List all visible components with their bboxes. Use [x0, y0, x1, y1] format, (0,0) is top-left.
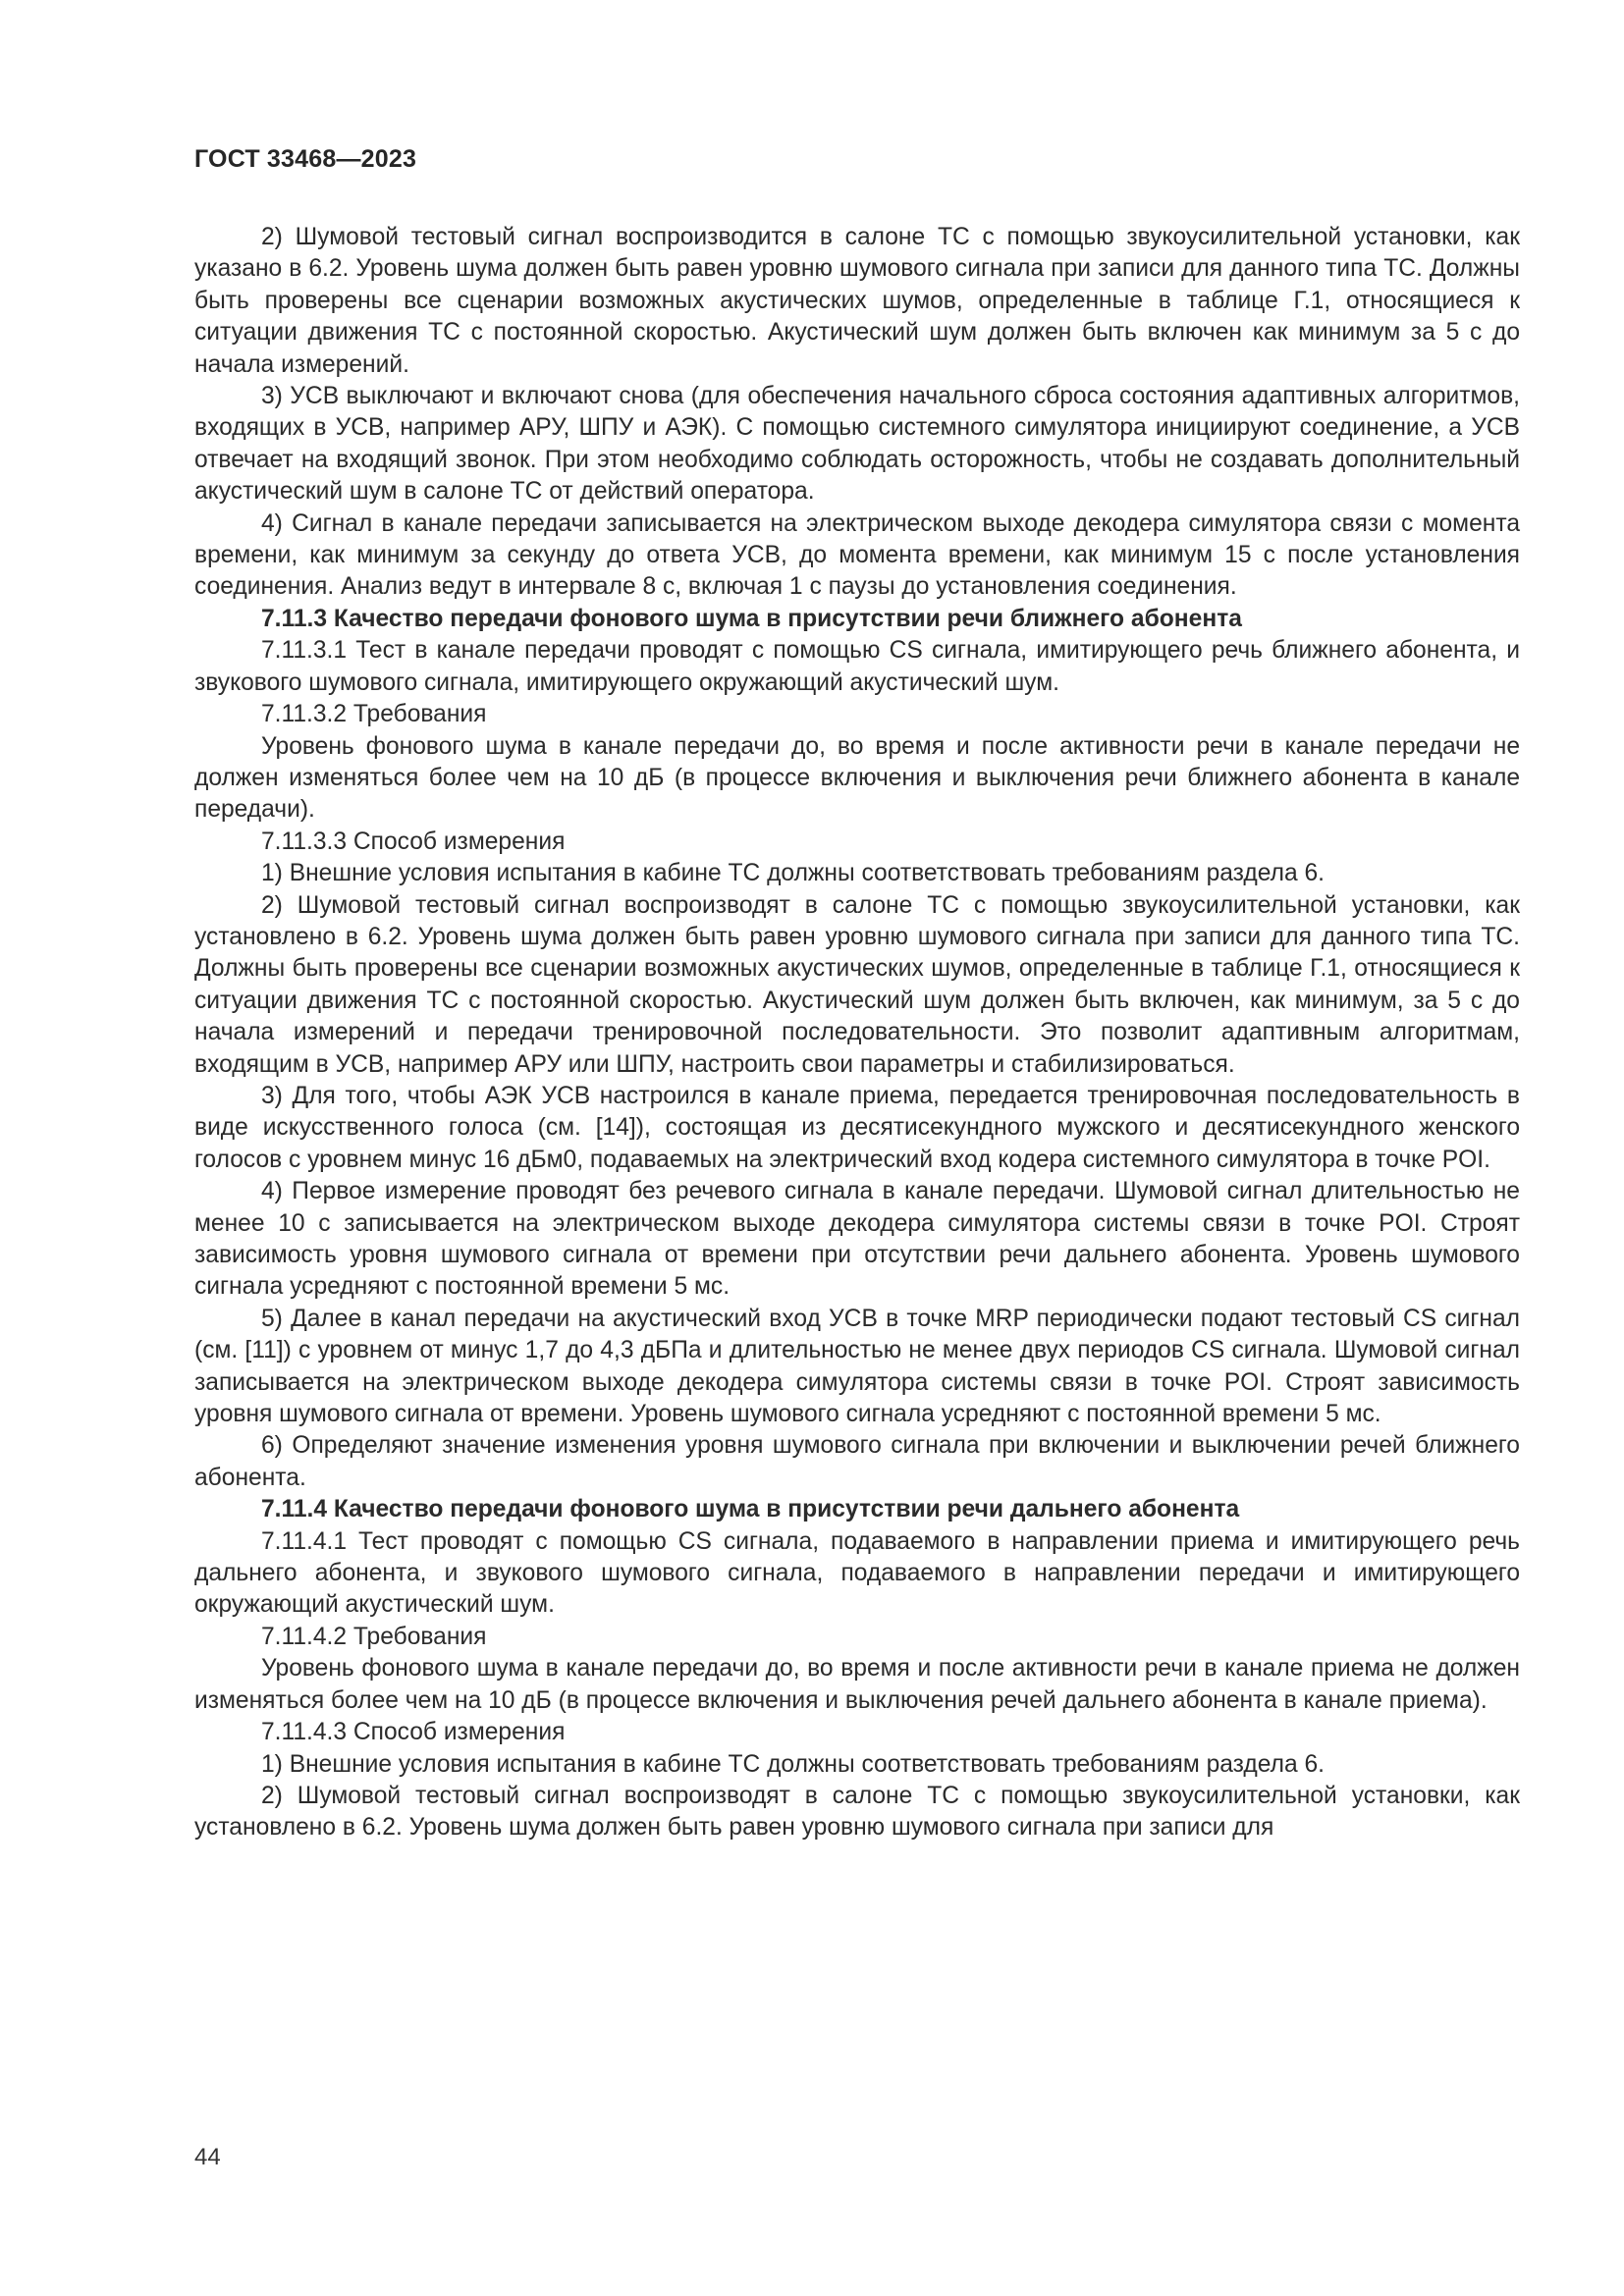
section-heading-7-11-3: 7.11.3 Качество передачи фонового шума в присутствии речи ближнего абонента	[261, 605, 1242, 632]
paragraph: 7.11.3.3 Способ измерения	[261, 828, 566, 855]
paragraph: 4) Первое измерение проводят без речевого сигнала в канале передачи. Шумовой сигнал длительностью не менее 10 с записывается на электрическом выходе декодера симулятора системы связи в точке POI. Строят зависимость уровня шумового сигнала от времени при отсутствии речи дальнего абонента. Уровень шумового сигнала усредняют с постоянной времени 5 мс.	[194, 1178, 1520, 1301]
paragraph: 3) Для того, чтобы АЭК УСВ настроился в канале приема, передается тренировочная последовательность в виде искусственного голоса (см. [14]), состоящая из десятисекундного мужского и десятисекундного женского голосов с уровнем минус 16 дБм0, подаваемых на электрический вход кодера системного симулятора в точке POI.	[194, 1082, 1520, 1173]
paragraph: 5) Далее в канал передачи на акустический вход УСВ в точке MRP периодически подают тестовый CS сигнал (см. [11]) с уровнем от минус 1,7 до 4,3 дБПа и длительностью не менее двух периодов CS сигнала. Шумовой сигнал записывается на электрическом выходе декодера симулятора системы связи в точке POI. Строят зависимость уровня шумового сигнала от времени. Уровень шумового сигнала усредняют с постоянной времени 5 мс.	[194, 1305, 1520, 1428]
paragraph: 1) Внешние условия испытания в кабине ТС должны соответствовать требованиям раздела 6.	[261, 1750, 1325, 1778]
paragraph: 7.11.4.1 Тест проводят с помощью CS сигнала, подаваемого в направлении приема и имитирующего речь дальнего абонента, и звукового шумового сигнала, подаваемого в направлении передачи и имитирующего окружающий акустический шум.	[194, 1527, 1520, 1619]
paragraph: 1) Внешние условия испытания в кабине ТС должны соответствовать требованиям раздела 6.	[261, 860, 1325, 887]
paragraph: Уровень фонового шума в канале передачи до, во время и после активности речи в канале приема не должен изменяться более чем на 10 дБ (в процессе включения и выключения речей дальнего абонента в канале приема).	[194, 1655, 1520, 1714]
paragraph: Уровень фонового шума в канале передачи до, во время и после активности речи в канале передачи не должен изменяться более чем на 10 дБ (в процессе включения и выключения речи ближнего абонента в канале передачи).	[194, 732, 1520, 824]
paragraph: 7.11.3.2 Требования	[261, 701, 487, 728]
document-body	[194, 222, 1520, 1844]
paragraph: 3) УСВ выключают и включают снова (для обеспечения начального сброса состояния адаптивных алгоритмов, входящих в УСВ, например АРУ, ШПУ и АЭК). С помощью системного симулятора инициируют соединение, а УСВ отвечает на входящий звонок. При этом необходимо соблюдать осторожность, чтобы не создавать дополнительный акустический шум в салоне ТС от действий оператора.	[194, 383, 1520, 506]
paragraph: 7.11.4.3 Способ измерения	[261, 1719, 566, 1746]
paragraph: 2) Шумовой тестовый сигнал воспроизводят в салоне ТС с помощью звукоусилительной установки, как установлено в 6.2. Уровень шума должен быть равен уровню шумового сигнала при записи для данного типа ТС. Должны быть проверены все сценарии возможных акустических шумов, определенные в таблице Г.1, относящиеся к ситуации движения ТС с постоянной скоростью. Акустический шум должен быть включен, как минимум, за 5 с до начала измерений и передачи тренировочной последовательности. Это позволит адаптивным алгоритмам, входящим в УСВ, например АРУ или ШПУ, настроить свои параметры и стабилизироваться.	[194, 891, 1520, 1078]
paragraph: 7.11.4.2 Требования	[261, 1623, 487, 1650]
section-heading-7-11-4: 7.11.4 Качество передачи фонового шума в присутствии речи дальнего абонента	[261, 1496, 1240, 1523]
paragraph: 2) Шумовой тестовый сигнал воспроизводят в салоне ТС с помощью звукоусилительной установки, как установлено в 6.2. Уровень шума должен быть равен уровню шумового сигнала при записи для	[194, 1782, 1520, 1842]
paragraph: 4) Сигнал в канале передачи записывается на электрическом выходе декодера симулятора связи с момента времени, как минимум за секунду до ответа УСВ, до момента времени, как минимум 15 с после установления соединения. Анализ ведут в интервале 8 с, включая 1 с паузы до установления соединения.	[194, 509, 1520, 601]
paragraph: 7.11.3.1 Тест в канале передачи проводят с помощью CS сигнала, имитирующего речь ближнего абонента, и звукового шумового сигнала, имитирующего окружающий акустический шум.	[194, 637, 1520, 696]
paragraph: 6) Определяют значение изменения уровня шумового сигнала при включении и выключении речей ближнего абонента.	[194, 1432, 1520, 1491]
page-number: 44	[194, 2144, 221, 2170]
paragraph: 2) Шумовой тестовый сигнал воспроизводится в салоне ТС с помощью звукоусилительной установки, как указано в 6.2. Уровень шума должен быть равен уровню шумового сигнала при записи для данного типа ТС. Должны быть проверены все сценарии возможных акустических шумов, определенные в таблице Г.1, относящиеся к ситуации движения ТС с постоянной скоростью. Акустический шум должен быть включен как минимум за 5 с до начала измерений.	[194, 224, 1520, 378]
document-header: ГОСТ 33468—2023	[194, 145, 417, 173]
